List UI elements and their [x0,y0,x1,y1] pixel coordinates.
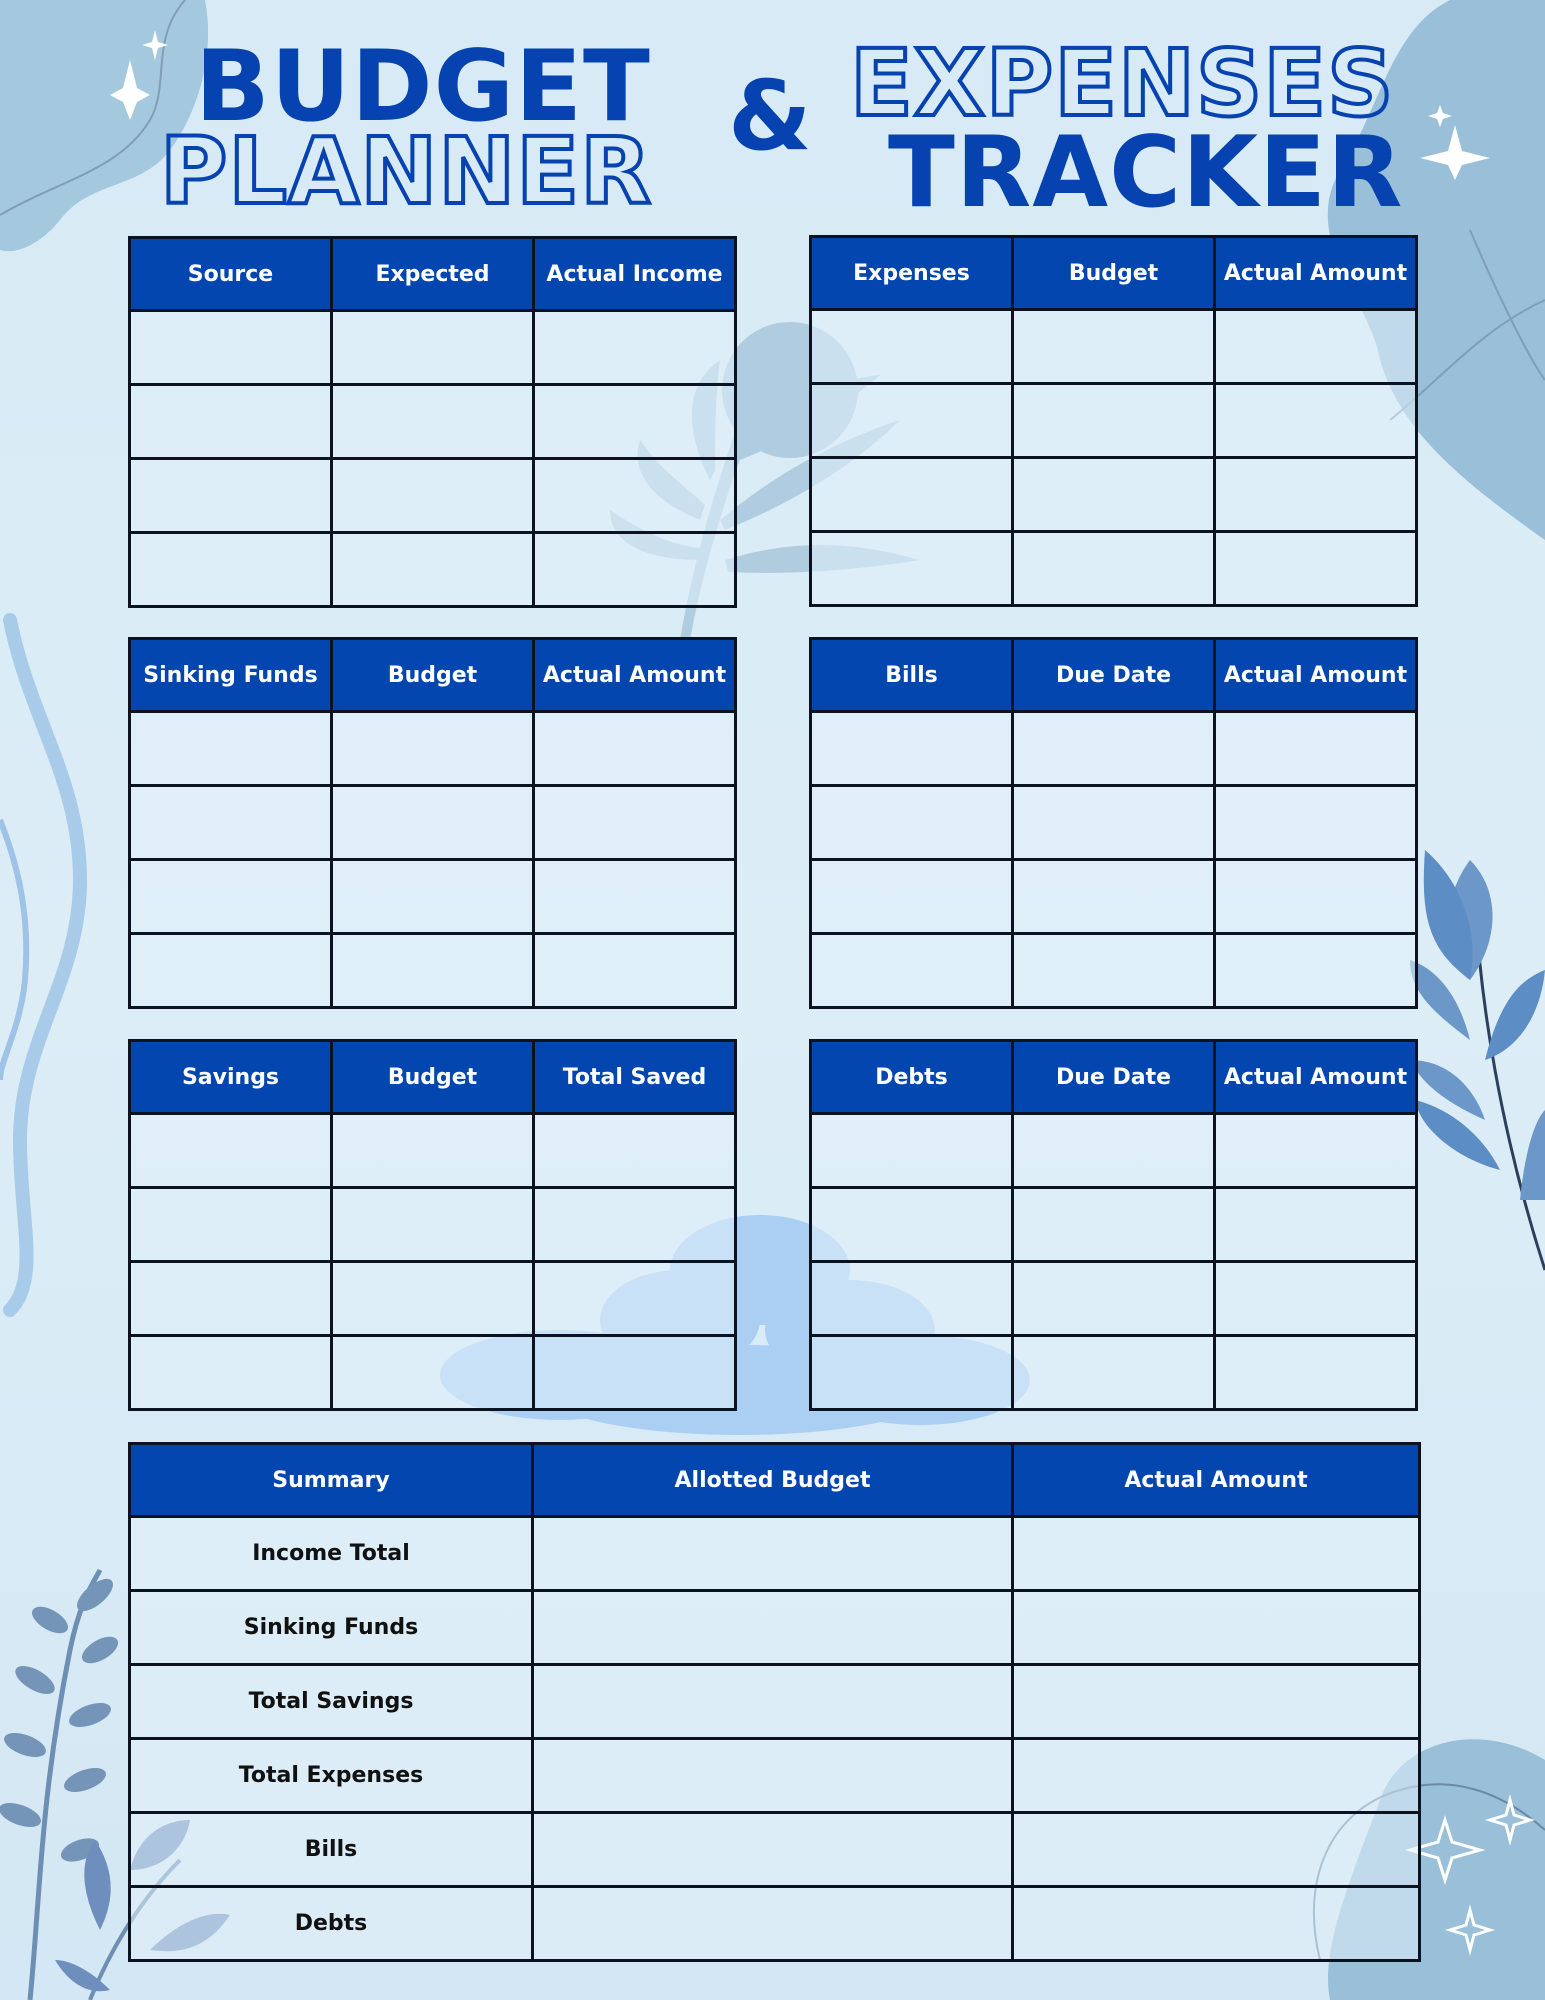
sinking-header-actual: Actual Amount [534,639,736,712]
table-cell[interactable] [534,385,736,459]
table-cell[interactable] [534,934,736,1008]
summary-table [128,1442,1421,1962]
table-cell[interactable] [130,1336,332,1410]
table-cell[interactable] [332,786,534,860]
table-cell[interactable] [130,786,332,860]
table-cell[interactable] [130,1262,332,1336]
table-cell[interactable] [533,1887,1013,1961]
title-expenses: EXPENSES [850,30,1395,137]
table-cell[interactable] [1013,1114,1215,1188]
debts-header-due-date: Due Date [1013,1041,1215,1114]
table-cell[interactable] [332,712,534,786]
income-header-source: Source [130,238,332,311]
table-row [130,311,736,385]
table-cell[interactable] [1215,1336,1417,1410]
table-cell[interactable] [1215,1262,1417,1336]
table-cell[interactable] [332,1114,534,1188]
table-cell[interactable] [1215,1114,1417,1188]
summary-label: Total Savings [130,1665,533,1739]
table-cell[interactable] [534,786,736,860]
table-cell[interactable] [534,712,736,786]
summary-row-total-expenses [130,1739,1420,1813]
table-cell[interactable] [534,1114,736,1188]
table-cell[interactable] [533,1665,1013,1739]
table-cell[interactable] [533,1591,1013,1665]
table-cell[interactable] [811,458,1013,532]
table-cell[interactable] [1215,532,1417,606]
summary-label: Sinking Funds [130,1591,533,1665]
title-budget: BUDGET [195,30,651,144]
table-row [130,1336,736,1410]
summary-row-total-savings [130,1665,1420,1739]
table-cell[interactable] [1013,1336,1215,1410]
table-cell[interactable] [1215,712,1417,786]
table-cell[interactable] [1215,860,1417,934]
table-cell[interactable] [1013,1517,1420,1591]
table-cell[interactable] [130,385,332,459]
table-cell[interactable] [130,533,332,607]
savings-header-savings: Savings [130,1041,332,1114]
debts-table [809,1039,1418,1411]
table-row [811,712,1417,786]
table-cell[interactable] [130,1188,332,1262]
table-cell[interactable] [811,712,1013,786]
savings-table [128,1039,737,1411]
table-cell[interactable] [1215,458,1417,532]
table-row [811,1262,1417,1336]
table-row [130,860,736,934]
summary-label: Total Expenses [130,1739,533,1813]
table-cell[interactable] [811,860,1013,934]
table-cell[interactable] [332,934,534,1008]
bills-table [809,637,1418,1009]
title-tracker: TRACKER [888,116,1404,230]
summary-label: Bills [130,1813,533,1887]
table-row [811,860,1417,934]
table-cell[interactable] [811,310,1013,384]
table-row [811,310,1417,384]
table-row [811,1188,1417,1262]
table-cell[interactable] [1215,310,1417,384]
table-cell[interactable] [534,860,736,934]
table-cell[interactable] [534,1262,736,1336]
right-branch [1410,850,1545,1270]
table-cell[interactable] [1013,712,1215,786]
table-row [130,1114,736,1188]
table-cell[interactable] [130,712,332,786]
table-cell[interactable] [332,1188,534,1262]
summary-row-sinking-funds [130,1591,1420,1665]
expenses-header-actual: Actual Amount [1215,237,1417,310]
table-cell[interactable] [332,533,534,607]
table-row [130,786,736,860]
summary-label: Income Total [130,1517,533,1591]
summary-header-actual: Actual Amount [1013,1444,1420,1517]
table-cell[interactable] [1013,1739,1420,1813]
table-row [130,533,736,607]
table-cell[interactable] [811,384,1013,458]
table-cell[interactable] [811,1188,1013,1262]
table-cell[interactable] [1013,384,1215,458]
table-row [811,384,1417,458]
table-cell[interactable] [332,311,534,385]
table-cell[interactable] [332,860,534,934]
table-cell[interactable] [1013,1591,1420,1665]
table-cell[interactable] [534,459,736,533]
debts-header-actual: Actual Amount [1215,1041,1417,1114]
savings-header-total: Total Saved [534,1041,736,1114]
title-planner: PLANNER [160,118,652,225]
table-cell[interactable] [1215,934,1417,1008]
table-cell[interactable] [534,1336,736,1410]
table-row [130,459,736,533]
table-row [811,458,1417,532]
table-cell[interactable] [534,1188,736,1262]
summary-row-income-total [130,1517,1420,1591]
table-cell[interactable] [811,1336,1013,1410]
table-cell[interactable] [130,860,332,934]
sinking-header-funds: Sinking Funds [130,639,332,712]
summary-header-summary: Summary [130,1444,533,1517]
left-wave-1 [10,620,80,1310]
table-cell[interactable] [534,311,736,385]
table-cell[interactable] [811,1114,1013,1188]
title-ampersand: & [728,60,813,172]
table-row [811,934,1417,1008]
table-cell[interactable] [533,1517,1013,1591]
summary-row-debts [130,1887,1420,1961]
table-cell[interactable] [332,1336,534,1410]
table-cell[interactable] [811,1262,1013,1336]
savings-header-budget: Budget [332,1041,534,1114]
income-table [128,236,737,608]
table-cell[interactable] [1013,860,1215,934]
sinking-header-budget: Budget [332,639,534,712]
summary-row-bills [130,1813,1420,1887]
table-cell[interactable] [811,532,1013,606]
table-cell[interactable] [1215,1188,1417,1262]
table-cell[interactable] [130,459,332,533]
income-header-actual: Actual Income [534,238,736,311]
table-cell[interactable] [1215,786,1417,860]
table-cell[interactable] [130,1114,332,1188]
table-row [130,1262,736,1336]
table-cell[interactable] [130,934,332,1008]
bills-header-bills: Bills [811,639,1013,712]
table-cell[interactable] [1013,532,1215,606]
expenses-table [809,235,1418,607]
summary-label: Debts [130,1887,533,1961]
table-cell[interactable] [533,1739,1013,1813]
income-header-expected: Expected [332,238,534,311]
table-cell[interactable] [1013,1188,1215,1262]
summary-header-allotted: Allotted Budget [533,1444,1013,1517]
table-cell[interactable] [332,385,534,459]
bills-header-actual: Actual Amount [1215,639,1417,712]
table-cell[interactable] [1013,458,1215,532]
table-cell[interactable] [332,1262,534,1336]
table-cell[interactable] [811,934,1013,1008]
table-row [130,712,736,786]
left-wave-2 [0,820,26,1080]
table-cell[interactable] [1013,1665,1420,1739]
table-row [811,1114,1417,1188]
expenses-header-expenses: Expenses [811,237,1013,310]
table-row [130,385,736,459]
debts-header-debts: Debts [811,1041,1013,1114]
table-cell[interactable] [332,459,534,533]
bills-header-due-date: Due Date [1013,639,1215,712]
table-cell[interactable] [1013,1262,1215,1336]
table-cell[interactable] [1013,1887,1420,1961]
table-cell[interactable] [534,533,736,607]
table-cell[interactable] [1013,310,1215,384]
table-row [811,1336,1417,1410]
table-cell[interactable] [130,311,332,385]
table-cell[interactable] [1013,934,1215,1008]
table-row [811,786,1417,860]
table-row [130,934,736,1008]
table-cell[interactable] [1013,1813,1420,1887]
table-cell[interactable] [1013,786,1215,860]
table-row [811,532,1417,606]
table-cell[interactable] [811,786,1013,860]
table-cell[interactable] [1215,384,1417,458]
expenses-header-budget: Budget [1013,237,1215,310]
table-row [130,1188,736,1262]
table-cell[interactable] [533,1813,1013,1887]
sinking-funds-table [128,637,737,1009]
